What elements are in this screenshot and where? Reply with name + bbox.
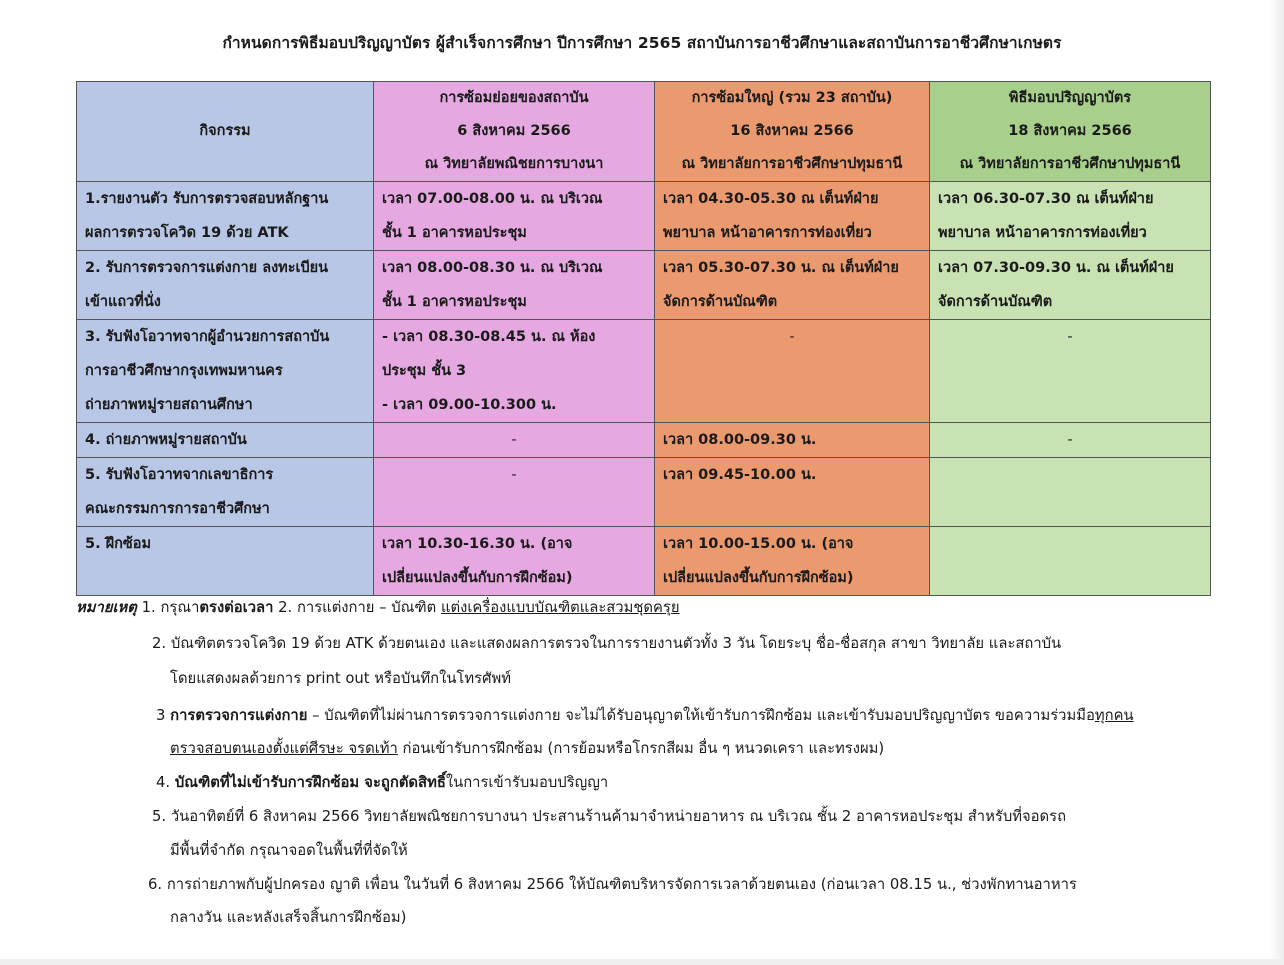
cell-line: เวลา 09.45-10.00 น. bbox=[663, 467, 817, 483]
cell-main-rehearsal bbox=[655, 182, 930, 251]
note-3-text-2: ก่อนเข้ารับการฝึกซ้อม (การย้อมหรือโกรกสีผม อื่น ๆ หนวดเครา และทรงผม) bbox=[397, 740, 885, 757]
cell-line: 1.รายงานตัว รับการตรวจสอบหลักฐาน bbox=[85, 191, 329, 207]
note-5-line-2: มีพื้นที่จำกัด กรุณาจอดในพื้นที่ที่จัดให้ bbox=[170, 842, 408, 859]
cell-ceremony bbox=[930, 320, 1211, 423]
note-4-num: 4. bbox=[156, 774, 175, 791]
cell-line: 5. รับฟังโอวาทจากเลขาธิการ bbox=[85, 467, 274, 483]
cell-line: - bbox=[789, 329, 795, 345]
cell-line: - bbox=[511, 432, 517, 448]
cell-line: จัดการด้านบัณฑิต bbox=[663, 294, 778, 310]
table-row bbox=[77, 251, 1211, 320]
cell-main-rehearsal bbox=[655, 527, 930, 596]
note-3-num: 3 bbox=[156, 707, 171, 724]
cell-rehearsal bbox=[374, 527, 655, 596]
cell-main-rehearsal bbox=[655, 320, 930, 423]
note-3-text: – บัณฑิตที่ไม่ผ่านการตรวจการแต่งกาย จะไม่ได้รับอนุญาตให้เข้ารับการฝึกซ้อม และเข้ารับมอบปริญญาบัตร ขอความร่วมมือ bbox=[307, 707, 1095, 724]
note-4-bold: บัณฑิตที่ไม่เข้ารับการฝึกซ้อม จะถูกตัดสิทธิ์ bbox=[174, 774, 446, 791]
cell-ceremony bbox=[930, 458, 1211, 527]
note-1 bbox=[76, 597, 680, 619]
cell-activity bbox=[77, 458, 374, 527]
cell-line: ชั้น 1 อาคารหอประชุม bbox=[382, 294, 527, 310]
header-main-rehearsal-date: 16 สิงหาคม 2566 bbox=[730, 123, 854, 139]
cell-line: พยาบาล หน้าอาคารการท่องเที่ยว bbox=[663, 225, 872, 241]
cell-activity bbox=[77, 320, 374, 423]
cell-line: เวลา 07.00-08.00 น. ณ บริเวณ bbox=[382, 191, 603, 207]
note-3-underlined-2: ตรวจสอบตนเองตั้งแต่ศีรษะ จรดเท้า bbox=[170, 740, 398, 757]
cell-line: เข้าแถวที่นั่ง bbox=[85, 294, 161, 310]
table-row bbox=[77, 423, 1211, 458]
cell-line: เปลี่ยนแปลงขึ้นกับการฝึกซ้อม) bbox=[663, 570, 854, 586]
cell-line: เวลา 08.00-08.30 น. ณ บริเวณ bbox=[382, 260, 603, 276]
header-activity: กิจกรรม bbox=[77, 82, 374, 182]
cell-line: เปลี่ยนแปลงขึ้นกับการฝึกซ้อม) bbox=[382, 570, 573, 586]
header-main-rehearsal-venue: ณ วิทยาลัยการอาชีวศึกษาปทุมธานี bbox=[681, 156, 903, 172]
cell-line: พยาบาล หน้าอาคารการท่องเที่ยว bbox=[938, 225, 1147, 241]
note-4 bbox=[156, 772, 608, 794]
page-edge bbox=[1270, 0, 1284, 965]
cell-line: เวลา 04.30-05.30 ณ เต็นท์ฝ่าย bbox=[663, 191, 879, 207]
cell-line: เวลา 10.30-16.30 น. (อาจ bbox=[382, 536, 573, 552]
header-rehearsal-title: การซ้อมย่อยของสถาบัน bbox=[439, 90, 589, 106]
cell-ceremony bbox=[930, 423, 1211, 458]
cell-line: ถ่ายภาพหมู่รายสถานศึกษา bbox=[85, 397, 253, 413]
cell-line: 3. รับฟังโอวาทจากผู้อำนวยการสถาบัน bbox=[85, 329, 330, 345]
header-main-rehearsal bbox=[655, 82, 930, 182]
cell-line: เวลา 08.00-09.30 น. bbox=[663, 432, 817, 448]
note-1-text-a: 1. กรุณา bbox=[136, 599, 200, 616]
cell-line: - เวลา 08.30-08.45 น. ณ ห้อง bbox=[382, 329, 596, 345]
note-3-underlined: ทุกคน bbox=[1094, 707, 1134, 724]
cell-main-rehearsal bbox=[655, 251, 930, 320]
cell-activity bbox=[77, 182, 374, 251]
cell-line: - bbox=[1067, 329, 1073, 345]
cell-main-rehearsal bbox=[655, 458, 930, 527]
cell-main-rehearsal bbox=[655, 423, 930, 458]
header-rehearsal bbox=[374, 82, 655, 182]
header-ceremony-title: พิธีมอบปริญญาบัตร bbox=[1008, 90, 1132, 106]
cell-line: ผลการตรวจโควิด 19 ด้วย ATK bbox=[85, 225, 289, 241]
table-row bbox=[77, 182, 1211, 251]
cell-activity bbox=[77, 527, 374, 596]
note-2-line-2: โดยแสดงผลด้วยการ print out หรือบันทึกในโทรศัพท์ bbox=[170, 670, 511, 687]
note-4-text: ในการเข้ารับมอบปริญญา bbox=[445, 774, 609, 791]
header-rehearsal-venue: ณ วิทยาลัยพณิชยการบางนา bbox=[424, 156, 604, 172]
cell-line: เวลา 05.30-07.30 น. ณ เต็นท์ฝ่าย bbox=[663, 260, 899, 276]
cell-rehearsal bbox=[374, 320, 655, 423]
cell-line: คณะกรรมการการอาชีวศึกษา bbox=[85, 501, 270, 517]
note-1-text-c: 2. การแต่งกาย – บัณฑิต bbox=[273, 599, 441, 616]
cell-line: เวลา 10.00-15.00 น. (อาจ bbox=[663, 536, 854, 552]
cell-line: จัดการด้านบัณฑิต bbox=[938, 294, 1053, 310]
cell-ceremony bbox=[930, 251, 1211, 320]
note-3-bold: การตรวจการแต่งกาย bbox=[170, 707, 308, 724]
schedule-table bbox=[76, 81, 1211, 596]
cell-rehearsal bbox=[374, 423, 655, 458]
note-1-bold: ตรงต่อเวลา bbox=[199, 599, 274, 616]
table-row bbox=[77, 527, 1211, 596]
cell-ceremony bbox=[930, 182, 1211, 251]
cell-line: การอาชีวศึกษากรุงเทพมหานคร bbox=[85, 363, 283, 379]
cell-line: - เวลา 09.00-10.300 น. bbox=[382, 397, 557, 413]
cell-activity bbox=[77, 251, 374, 320]
cell-line bbox=[938, 527, 1202, 561]
table-row bbox=[77, 458, 1211, 527]
cell-rehearsal bbox=[374, 458, 655, 527]
note-5-line-1: 5. วันอาทิตย์ที่ 6 สิงหาคม 2566 วิทยาลัยพณิชยการบางนา ประสานร้านค้ามาจำหน่ายอาหาร ณ บริเวณ ชั้น 2 อาคารหอประชุม สำหรับที่จอดรถ bbox=[152, 808, 1067, 825]
header-main-rehearsal-title: การซ้อมใหญ่ (รวม 23 สถาบัน) bbox=[691, 90, 893, 106]
note-2-line-1: 2. บัณฑิตตรวจโควิด 19 ด้วย ATK ด้วยตนเอง และแสดงผลการตรวจในการรายงานตัวทั้ง 3 วัน โดยระบุ ชื่อ-ชื่อสกุล สาขา วิทยาลัย และสถาบัน bbox=[152, 635, 1062, 652]
cell-line: - bbox=[511, 467, 517, 483]
header-rehearsal-date: 6 สิงหาคม 2566 bbox=[457, 123, 571, 139]
note-1-underlined: แต่งเครื่องแบบบัณฑิตและสวมชุดครุย bbox=[441, 599, 680, 616]
cell-rehearsal bbox=[374, 251, 655, 320]
note-6-line-1: 6. การถ่ายภาพกับผู้ปกครอง ญาติ เพื่อน ในวันที่ 6 สิงหาคม 2566 ให้บัณฑิตบริหารจัดการเวลาด้วยตนเอง (ก่อนเวลา 08.15 น., ช่วงพักทานอาหาร bbox=[148, 876, 1077, 893]
cell-ceremony bbox=[930, 527, 1211, 596]
page-edge-bottom bbox=[0, 959, 1284, 965]
cell-rehearsal bbox=[374, 182, 655, 251]
cell-line: 2. รับการตรวจการแต่งกาย ลงทะเบียน bbox=[85, 260, 329, 276]
notes-label: หมายเหตุ bbox=[76, 599, 137, 616]
cell-line: 4. ถ่ายภาพหมู่รายสถาบัน bbox=[85, 432, 247, 448]
note-6-line-2: กลางวัน และหลังเสร็จสิ้นการฝึกซ้อม) bbox=[170, 909, 407, 926]
header-ceremony-venue: ณ วิทยาลัยการอาชีวศึกษาปทุมธานี bbox=[959, 156, 1181, 172]
cell-line: เวลา 07.30-09.30 น. ณ เต็นท์ฝ่าย bbox=[938, 260, 1174, 276]
note-3-line-2 bbox=[170, 738, 884, 760]
cell-line: 5. ฝึกซ้อม bbox=[85, 536, 152, 552]
header-row bbox=[77, 82, 1211, 182]
document-title: กำหนดการพิธีมอบปริญญาบัตร ผู้สำเร็จการศึกษา ปีการศึกษา 2565 สถาบันการอาชีวศึกษาและสถาบันการอาชีวศึกษาเกษตร bbox=[222, 34, 1062, 52]
header-ceremony bbox=[930, 82, 1211, 182]
header-ceremony-date: 18 สิงหาคม 2566 bbox=[1008, 123, 1132, 139]
note-3-line-1 bbox=[156, 705, 1134, 727]
cell-line: - bbox=[1067, 432, 1073, 448]
cell-line: ประชุม ชั้น 3 bbox=[382, 363, 467, 379]
cell-line: เวลา 06.30-07.30 ณ เต็นท์ฝ่าย bbox=[938, 191, 1154, 207]
cell-line bbox=[938, 458, 1202, 492]
table-row bbox=[77, 320, 1211, 423]
cell-activity bbox=[77, 423, 374, 458]
cell-line: ชั้น 1 อาคารหอประชุม bbox=[382, 225, 527, 241]
